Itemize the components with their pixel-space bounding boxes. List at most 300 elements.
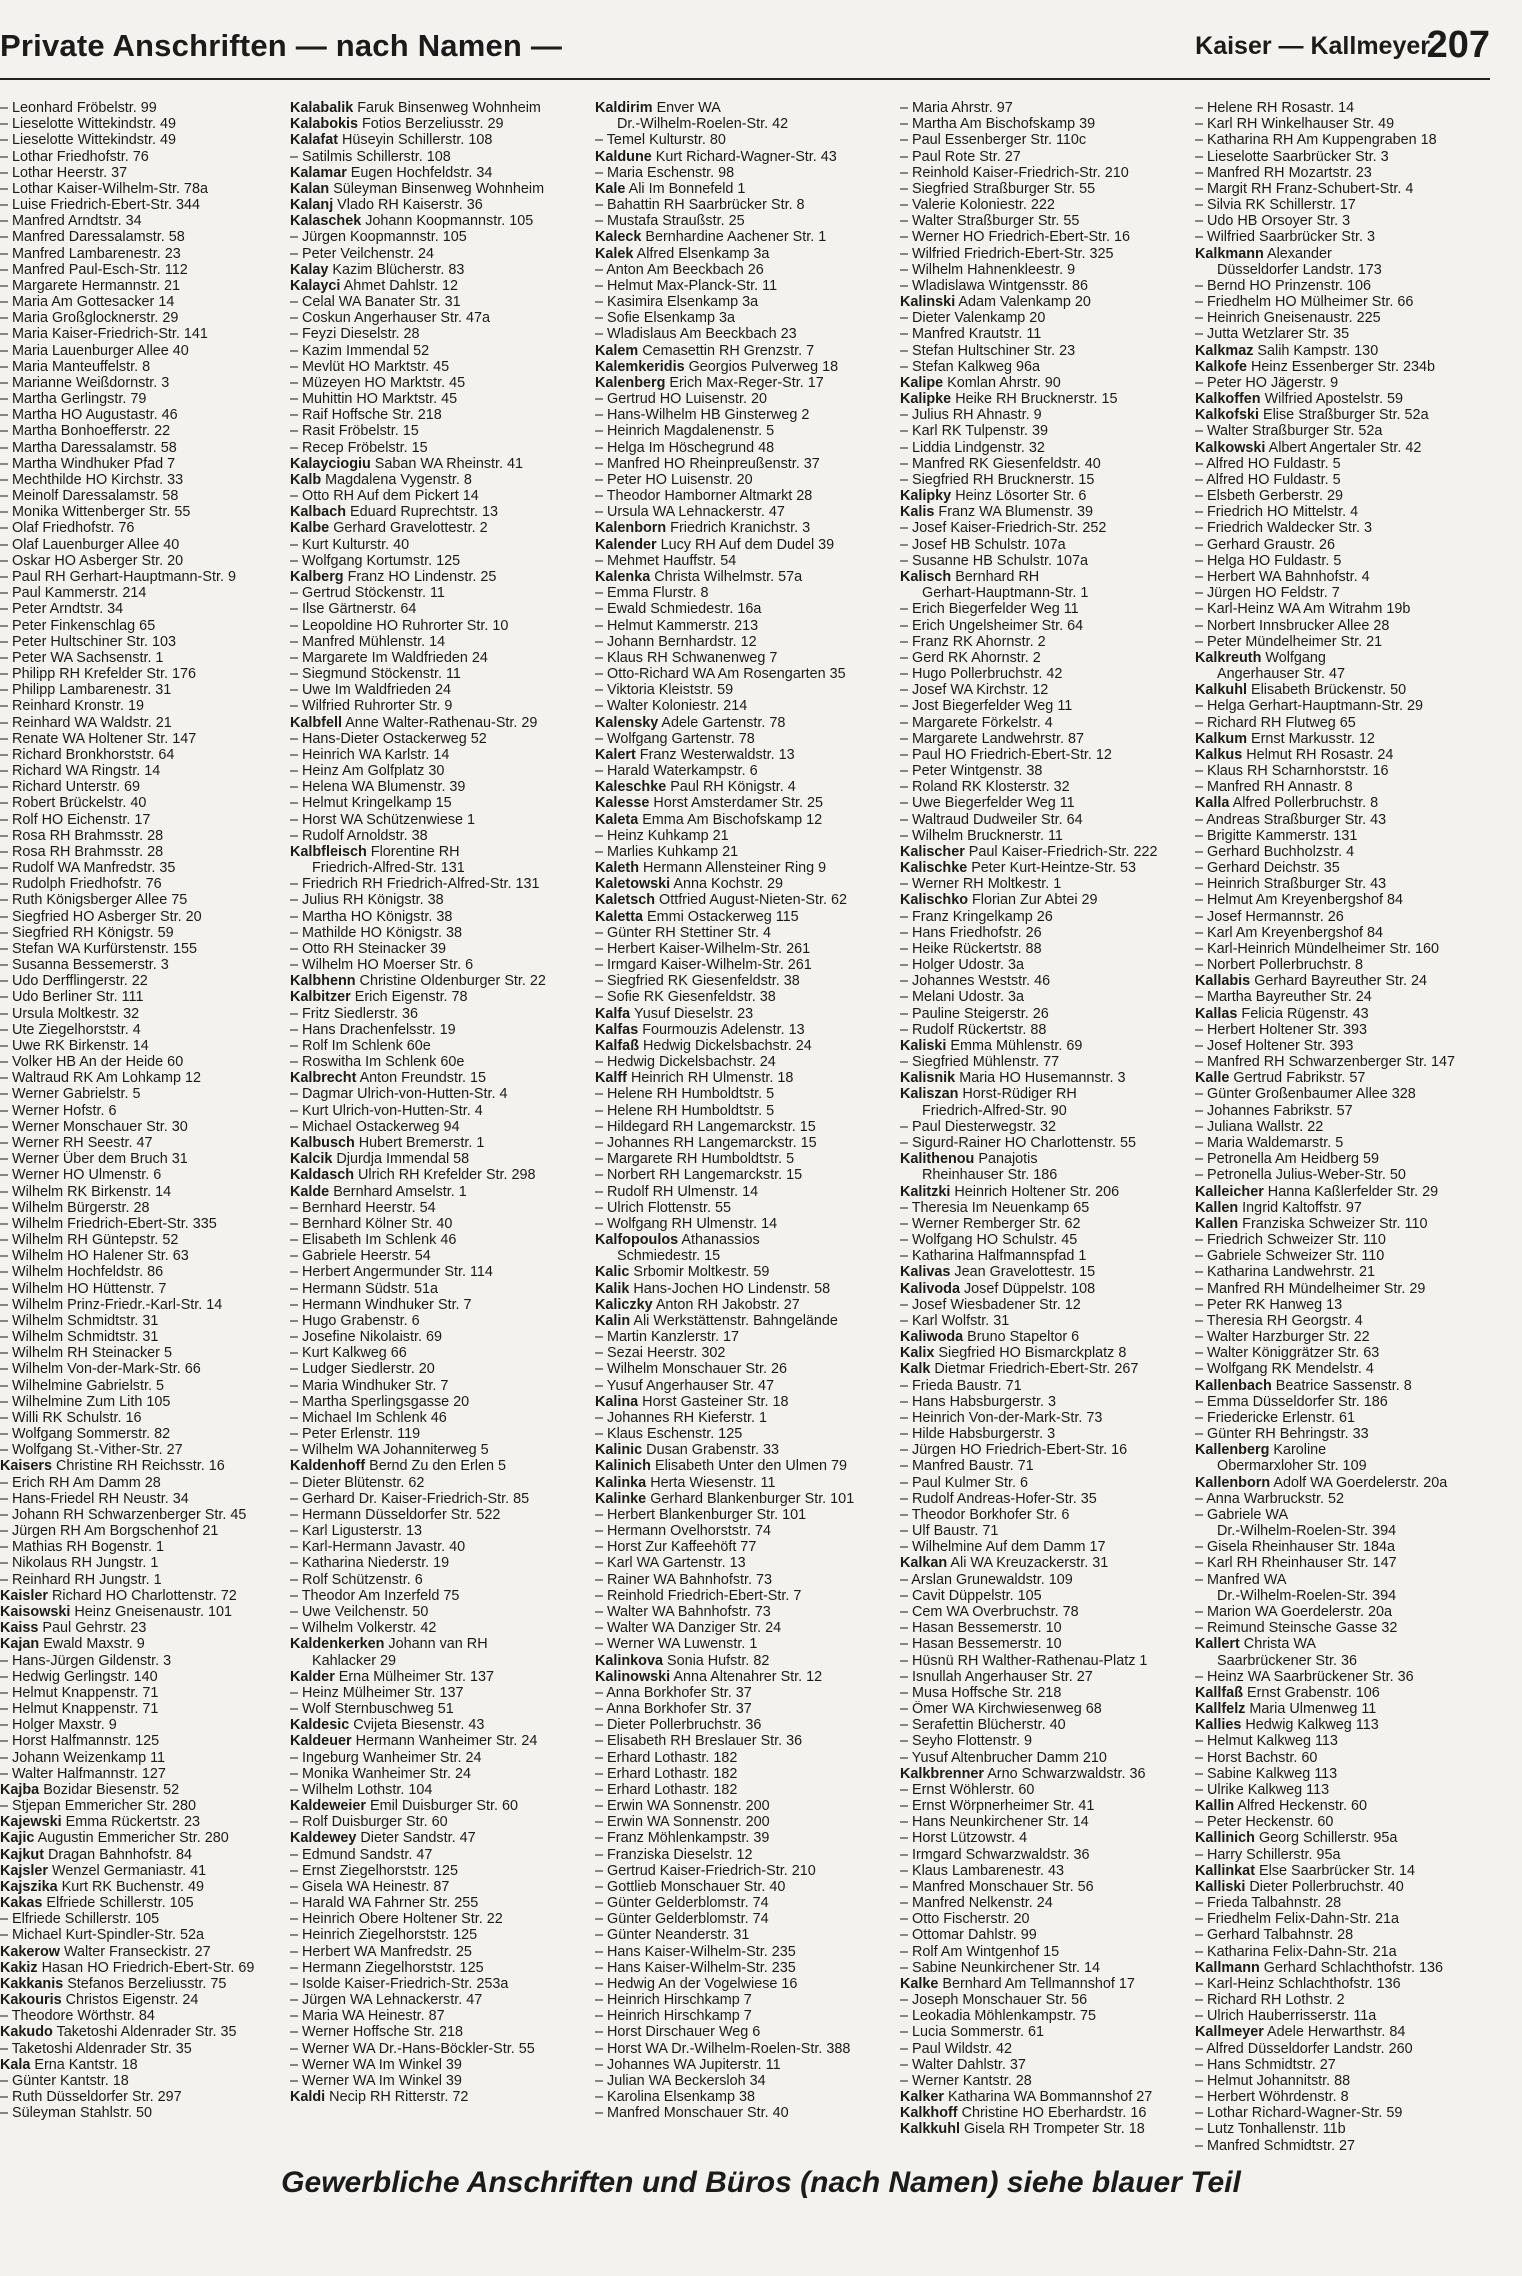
directory-entry: Kaletowski Anna Kochstr. 29 <box>595 876 783 893</box>
directory-entry: – Siegfried HO Asberger Str. 20 <box>0 908 202 925</box>
directory-entry: – Werner WA Im Winkel 39 <box>290 2072 462 2089</box>
directory-entry: – Hedwig Dickelsbachstr. 24 <box>595 1054 776 1071</box>
page-header <box>0 24 1490 80</box>
surname: Kaliwoda <box>900 1329 964 1346</box>
directory-entry: – Helena WA Blumenstr. 39 <box>290 779 466 796</box>
directory-entry: – Walter Straßburger Str. 55 <box>900 213 1080 230</box>
directory-entry: – Otto RH Auf dem Pickert 14 <box>290 488 479 505</box>
directory-entry: – Musa Hoffsche Str. 218 <box>900 1684 1062 1701</box>
directory-entry: – Ursula WA Lehnackerstr. 47 <box>595 504 785 521</box>
directory-entry: – Peter Heckenstr. 60 <box>1195 1814 1334 1831</box>
directory-entry: – Herbert Holtener Str. 393 <box>1195 1021 1367 1038</box>
directory-entry: – Udo Berliner Str. 111 <box>0 989 144 1006</box>
directory-entry: – Lieselotte Saarbrücker Str. 3 <box>1195 148 1389 165</box>
directory-entry: – Harald Waterkampstr. 6 <box>595 763 758 780</box>
directory-entry: – Erich Biegerfelder Weg 11 <box>900 601 1079 618</box>
surname: Kala <box>0 2056 31 2073</box>
directory-entry: Kalayciogiu Saban WA Rheinstr. 41 <box>290 455 524 472</box>
directory-entry: – Helga HO Fuldastr. 5 <box>1195 552 1342 569</box>
directory-entry: – Josef Wiesbadener Str. 12 <box>900 1296 1081 1313</box>
directory-entry: Kalbitzer Erich Eigenstr. 78 <box>290 989 468 1006</box>
directory-entry: Kalberg Franz HO Lindenstr. 25 <box>290 568 497 585</box>
directory-entry: – Friedericke Erlenstr. 61 <box>1195 1409 1355 1426</box>
surname: Kaldeuer <box>290 1733 352 1750</box>
directory-entry: – Peter Erlenstr. 119 <box>290 1426 421 1443</box>
directory-entry: – Manfred Monschauer Str. 56 <box>900 1878 1094 1895</box>
directory-entry: – Walter Dahlstr. 37 <box>900 2056 1026 2073</box>
directory-entry: Kalkbrenner Arno Schwarzwaldstr. 36 <box>900 1765 1146 1782</box>
directory-entry: – Martha Bayreuther Str. 24 <box>1195 989 1372 1006</box>
directory-entry: – Manfred Baustr. 71 <box>900 1458 1034 1475</box>
directory-entry: – Hermann Ovelhorststr. 74 <box>595 1523 771 1540</box>
directory-entry: – Margarete Förkelstr. 4 <box>900 714 1053 731</box>
surname: Kallenbach <box>1195 1377 1272 1394</box>
directory-entry: – Walter Halfmannstr. 127 <box>0 1765 166 1782</box>
directory-entry: – Reinhold Friedrich-Ebert-Str. 7 <box>595 1587 802 1604</box>
name-range: Kaiser — Kallmeyer <box>1195 32 1430 60</box>
directory-entry: Kalay Kazim Blücherstr. 83 <box>290 261 465 278</box>
directory-entry: – Bernhard Heerstr. 54 <box>290 1199 436 1216</box>
directory-entry: Kalenborn Friedrich Kranichstr. 3 <box>595 520 811 537</box>
directory-entry: – Wilhelm Hahnenkleestr. 9 <box>900 261 1076 278</box>
directory-entry: – Temel Kulturstr. 80 <box>595 132 726 149</box>
directory-entry: – Ernst Wörpnerheimer Str. 41 <box>900 1798 1095 1815</box>
directory-entry: – Martha HO Königstr. 38 <box>290 908 453 925</box>
directory-entry: Kalkofe Heinz Essenberger Str. 234b <box>1195 358 1435 375</box>
directory-entry: Angerhauser Str. 47 <box>1217 666 1345 683</box>
surname: Kalinic <box>595 1442 643 1459</box>
directory-entry: – Werner Über dem Bruch 31 <box>0 1151 188 1168</box>
directory-entry: Kalkum Ernst Markusstr. 12 <box>1195 730 1375 747</box>
surname: Kalensky <box>595 714 659 731</box>
directory-entry: – Ernst Wöhlerstr. 60 <box>900 1781 1035 1798</box>
directory-entry: Kalenka Christa Wilhelmstr. 57a <box>595 568 803 585</box>
directory-entry: – Waltraud RK Am Lohkamp 12 <box>0 1070 202 1087</box>
surname: Kalbfell <box>290 714 342 731</box>
directory-entry: – Peter Veilchenstr. 24 <box>290 245 434 262</box>
surname: Kalliski <box>1195 1878 1246 1895</box>
directory-entry: – Celal WA Banater Str. 31 <box>290 294 461 311</box>
directory-entry: – Peter HO Jägerstr. 9 <box>1195 374 1339 391</box>
surname: Kalfaß <box>595 1037 639 1054</box>
directory-entry: – Erhard Lothastr. 182 <box>595 1749 738 1766</box>
surname: Kallabis <box>1195 973 1251 990</box>
directory-entry: Kalisch Bernhard RH <box>900 568 1040 585</box>
directory-entry: – Lothar Kaiser-Wilhelm-Str. 78a <box>0 180 208 197</box>
directory-entry: Kalender Lucy RH Auf dem Dudel 39 <box>595 536 835 553</box>
directory-entry: Kaisowski Heinz Gneisenaustr. 101 <box>0 1603 232 1620</box>
directory-entry: – Wolfgang Gartenstr. 78 <box>595 730 755 747</box>
directory-entry: – Theodore Wörthstr. 84 <box>0 2008 155 2025</box>
directory-entry: – Franziska Dieselstr. 12 <box>595 1846 753 1863</box>
directory-entry: – Theresia RH Georgstr. 4 <box>1195 1312 1363 1329</box>
directory-entry: – Franz RK Ahornstr. 2 <box>900 633 1046 650</box>
directory-entry: – Juliana Wallstr. 22 <box>1195 1118 1324 1135</box>
directory-entry: Schmiedestr. 15 <box>617 1248 721 1265</box>
directory-entry: – Wolfgang HO Schulstr. 45 <box>900 1232 1078 1249</box>
directory-entry: – Leopoldine HO Ruhrorter Str. 10 <box>290 617 509 634</box>
surname: Kalbrecht <box>290 1070 357 1087</box>
surname: Kalivas <box>900 1264 951 1281</box>
directory-entry: Kalinka Herta Wiesenstr. 11 <box>595 1474 776 1491</box>
directory-entry: Kaisler Richard HO Charlottenstr. 72 <box>0 1587 237 1604</box>
surname: Kalinski <box>900 294 956 311</box>
directory-entry: – Martha Sperlingsgasse 20 <box>290 1393 470 1410</box>
surname: Kallenborn <box>1195 1474 1271 1491</box>
surname: Kallfelz <box>1195 1701 1246 1718</box>
directory-entry: – Ulf Baustr. 71 <box>900 1523 999 1540</box>
surname: Kallas <box>1195 1005 1238 1022</box>
surname: Kalipke <box>900 391 952 408</box>
directory-entry: – Werner Remberger Str. 62 <box>900 1215 1081 1232</box>
directory-entry: – Stjepan Emmericher Str. 280 <box>0 1798 196 1815</box>
directory-entry: – Günter Kantstr. 18 <box>0 2072 129 2089</box>
directory-entry: Kalfopoulos Athanassios <box>595 1232 760 1249</box>
surname: Kalithenou <box>900 1151 975 1168</box>
directory-entry: Kalafat Hüseyin Schillerstr. 108 <box>290 132 493 149</box>
surname: Kalkreuth <box>1195 649 1262 666</box>
directory-entry: – Peter RK Hanweg 13 <box>1195 1296 1343 1313</box>
surname: Kalis <box>900 504 935 521</box>
directory-entry: Kalivoda Josef Düppelstr. 108 <box>900 1280 1096 1297</box>
directory-entry: – Katharina RH Am Kuppengraben 18 <box>1195 132 1437 149</box>
directory-entry: – Werner WA Luwenstr. 1 <box>595 1636 758 1653</box>
directory-entry: Dr.-Wilhelm-Roelen-Str. 42 <box>617 116 789 133</box>
directory-entry: – Maria Ahrstr. 97 <box>900 100 1013 116</box>
directory-entry: – Michael Kurt-Spindler-Str. 52a <box>0 1927 204 1944</box>
directory-entry: – Hans Schmidtstr. 27 <box>1195 2056 1336 2073</box>
surname: Kajewski <box>0 1814 62 1831</box>
surname: Kalan <box>290 180 330 197</box>
directory-entry: Kaletta Emmi Ostackerweg 115 <box>595 908 799 925</box>
directory-entry: – Werner RH Moltkestr. 1 <box>900 876 1062 893</box>
directory-entry: Dr.-Wilhelm-Roelen-Str. 394 <box>1217 1523 1397 1540</box>
directory-entry: Kalff Heinrich RH Ulmenstr. 18 <box>595 1070 794 1087</box>
surname: Kalic <box>595 1264 630 1281</box>
directory-entry: Kaleta Emma Am Bischofskamp 12 <box>595 811 823 828</box>
directory-entry: – Muhittin HO Marktstr. 45 <box>290 391 458 408</box>
surname: Kallinich <box>1195 1830 1255 1847</box>
directory-entry: Kalkuhl Elisabeth Brückenstr. 50 <box>1195 682 1407 699</box>
directory-entry: – Müzeyen HO Marktstr. 45 <box>290 374 466 391</box>
directory-entry: – Günter RH Stettiner Str. 4 <box>595 924 771 941</box>
directory-entry: – Manfred Lambarenestr. 23 <box>0 245 181 262</box>
directory-entry: – Susanne HB Schulstr. 107a <box>900 552 1088 569</box>
directory-entry: – Alfred Düsseldorfer Landstr. 260 <box>1195 2040 1413 2057</box>
surname: Kalemkeridis <box>595 358 685 375</box>
directory-entry: – Hans-Dieter Ostackerweg 52 <box>290 730 487 747</box>
directory-entry: – Richard Bronkhorststr. 64 <box>0 746 175 763</box>
directory-entry: Kalert Franz Westerwaldstr. 13 <box>595 746 795 763</box>
directory-entry: – Helga Im Höschegrund 48 <box>595 439 775 456</box>
directory-entry: – Jürgen HO Friedrich-Ebert-Str. 16 <box>900 1442 1128 1459</box>
directory-entry: Kallen Ingrid Kaltoffstr. 97 <box>1195 1199 1362 1216</box>
directory-entry: – Hasan Bessemerstr. 10 <box>900 1636 1062 1653</box>
directory-entry: – Siegmund Stöckenstr. 11 <box>290 666 461 683</box>
directory-entry: – Jürgen Koopmannstr. 105 <box>290 229 467 246</box>
directory-entry: – Wilhelm HO Moerser Str. 6 <box>290 957 474 974</box>
directory-entry: – Karl-Heinz Schlachthofstr. 136 <box>1195 1975 1401 1992</box>
directory-entry: – Paul HO Friedrich-Ebert-Str. 12 <box>900 746 1112 763</box>
surname: Kalenborn <box>595 520 667 537</box>
surname: Kakudo <box>0 2024 53 2041</box>
directory-entry: – Wolf Sternbuschweg 51 <box>290 1701 454 1718</box>
directory-entry: – Friedrich Waldecker Str. 3 <box>1195 520 1373 537</box>
surname: Kalischke <box>900 860 968 877</box>
directory-entry: – Hans-Wilhelm HB Ginsterweg 2 <box>595 407 810 424</box>
directory-entry: Kalbusch Hubert Bremerstr. 1 <box>290 1135 485 1151</box>
surname: Kaliczky <box>595 1296 653 1313</box>
surname: Kalinich <box>595 1458 651 1475</box>
directory-entry: Kalinke Gerhard Blankenburger Str. 101 <box>595 1490 855 1507</box>
directory-entry: – Sabine Neunkirchener Str. 14 <box>900 1959 1100 1976</box>
directory-entry: – Hermann Ziegelhorststr. 125 <box>290 1959 484 1976</box>
directory-entry: Kallas Felicia Rügenstr. 43 <box>1195 1005 1369 1022</box>
directory-entry: – Jürgen RH Am Borgschenhof 21 <box>0 1523 219 1540</box>
directory-entry: – Friedrich Schweizer Str. 110 <box>1195 1232 1386 1249</box>
surname: Kalert <box>595 746 636 763</box>
directory-entry: – Olaf Friedhofstr. 76 <box>0 520 135 537</box>
directory-entry: Kale Ali Im Bonnefeld 1 <box>595 180 746 197</box>
surname: Kakouris <box>0 1992 62 2009</box>
directory-entry: – Wilhelm Von-der-Mark-Str. 66 <box>0 1361 201 1378</box>
directory-entry: – Josef HB Schulstr. 107a <box>900 536 1066 553</box>
directory-entry: – Dieter Valenkamp 20 <box>900 310 1046 327</box>
directory-entry: – Horst Bachstr. 60 <box>1195 1749 1318 1766</box>
directory-entry: – Walter Straßburger Str. 52a <box>1195 423 1383 440</box>
surname: Kalkuhl <box>1195 682 1247 699</box>
directory-entry: – Günter Gelderblomstr. 74 <box>595 1911 769 1928</box>
directory-entry: – Rolf Im Schlenk 60e <box>290 1037 431 1054</box>
directory-entry: Kalkan Ali WA Kreuzackerstr. 31 <box>900 1555 1109 1572</box>
directory-entry: Kallin Alfred Heckenstr. 60 <box>1195 1798 1367 1815</box>
directory-entry: – Klaus RH Schwanenweg 7 <box>595 649 778 666</box>
surname: Kalbach <box>290 504 346 521</box>
directory-entry: – Ulrich Hauberrisserstr. 11a <box>1195 2008 1377 2025</box>
surname: Kaisers <box>0 1458 53 1475</box>
directory-entry: – Elisabeth RH Breslauer Str. 36 <box>595 1733 803 1750</box>
directory-entry: – Wilhelm Brucknerstr. 11 <box>900 827 1063 844</box>
directory-entry: – Feyzi Dieselstr. 28 <box>290 326 420 343</box>
directory-entry: – Maria WA Heinestr. 87 <box>290 2008 445 2025</box>
directory-entry: – Josef Kaiser-Friedrich-Str. 252 <box>900 520 1107 537</box>
directory-entry: – Rudolf Rückertstr. 88 <box>900 1021 1047 1038</box>
directory-entry: – Rudolf Arnoldstr. 38 <box>290 827 428 844</box>
directory-entry: – Michael Im Schlenk 46 <box>290 1409 447 1426</box>
directory-entry: – Paul RH Gerhart-Hauptmann-Str. 9 <box>0 568 236 585</box>
directory-entry: Kalliski Dieter Pollerbruchstr. 40 <box>1195 1878 1404 1895</box>
directory-entry: – Wilhelm HO Hüttenstr. 7 <box>0 1280 167 1297</box>
directory-entry: – Wilfried Friedrich-Ebert-Str. 325 <box>900 245 1114 262</box>
footer-note: Gewerbliche Anschriften und Büros (nach Namen) siehe blauer Teil <box>281 2166 1241 2199</box>
directory-entry: – Joseph Monschauer Str. 56 <box>900 1992 1088 2009</box>
directory-entry: – Ulrike Kalkweg 113 <box>1195 1781 1330 1798</box>
directory-entry: – Heinrich Gneisenaustr. 225 <box>1195 310 1381 327</box>
directory-entry: – Yusuf Altenbrucher Damm 210 <box>900 1749 1107 1766</box>
surname: Kaldune <box>595 148 652 165</box>
directory-entry: – Erhard Lothastr. 182 <box>595 1781 738 1798</box>
directory-entry: – Katharina Niederstr. 19 <box>290 1555 450 1572</box>
surname: Kaldewey <box>290 1830 357 1847</box>
directory-entry: Kalipky Heinz Lösorter Str. 6 <box>900 488 1087 505</box>
directory-entry: – Oskar HO Asberger Str. 20 <box>0 552 184 569</box>
directory-entry: – Gerhard Graustr. 26 <box>1195 536 1335 553</box>
directory-entry: – Helene RH Humboldtstr. 5 <box>595 1086 775 1103</box>
directory-entry: – Heinrich Magdalenenstr. 5 <box>595 423 775 440</box>
directory-entry: Kaleck Bernhardine Aachener Str. 1 <box>595 229 827 246</box>
surname: Kalin <box>595 1312 631 1329</box>
directory-entry: Kalker Katharina WA Bommannshof 27 <box>900 2089 1153 2106</box>
directory-entry: Kalinic Dusan Grabenstr. 33 <box>595 1442 779 1459</box>
directory-entry: – Hans Neunkirchener Str. 14 <box>900 1814 1089 1831</box>
directory-entry: Kalbe Gerhard Gravelottestr. 2 <box>290 520 488 537</box>
directory-entry: Kakerow Walter Franseckistr. 27 <box>0 1943 211 1960</box>
directory-entry: – Bernd HO Prinzenstr. 106 <box>1195 277 1371 294</box>
directory-entry: – Rolf HO Eichenstr. 17 <box>0 811 151 828</box>
surname: Kaliski <box>900 1037 947 1054</box>
directory-entry: Kalina Horst Gasteiner Str. 18 <box>595 1393 789 1410</box>
directory-entry: – Olaf Lauenburger Allee 40 <box>0 536 180 553</box>
directory-entry: – Wilhelm RH Güntерstr. 52 <box>0 1232 179 1249</box>
directory-column <box>1195 100 1485 2152</box>
directory-entry: – Viktoria Kleiststr. 59 <box>595 682 734 699</box>
directory-entry: – Heinrich WA Karlstr. 14 <box>290 746 450 763</box>
directory-entry: – Anna Warbruckstr. 52 <box>1195 1490 1345 1507</box>
directory-entry: Kallinich Georg Schillerstr. 95a <box>1195 1830 1398 1847</box>
directory-entry: Kaldeuer Hermann Wanheimer Str. 24 <box>290 1733 538 1750</box>
directory-entry: Kaiss Paul Gehrstr. 23 <box>0 1620 147 1637</box>
surname: Kakiz <box>0 1959 38 1976</box>
directory-entry: – Friedrich HO Mittelstr. 4 <box>1195 504 1359 521</box>
directory-entry: – Karl Wolfstr. 31 <box>900 1312 1010 1329</box>
directory-entry: Kalensky Adele Gartenstr. 78 <box>595 714 786 731</box>
directory-entry: – Werner Gabrielstr. 5 <box>0 1086 141 1103</box>
directory-entry: – Marianne Weißdornstr. 3 <box>0 374 170 391</box>
directory-entry: – Helmut Am Kreyenbergshof 84 <box>1195 892 1403 909</box>
directory-entry: – Heinz Am Golfplatz 30 <box>290 763 445 780</box>
directory-entry: – Margit RH Franz-Schubert-Str. 4 <box>1195 180 1414 197</box>
directory-entry: – Karl RH Rheinhauser Str. 147 <box>1195 1555 1397 1572</box>
directory-entry: Friedrich-Alfred-Str. 131 <box>312 860 465 877</box>
directory-entry: – Julius RH Königstr. 38 <box>290 892 444 909</box>
directory-entry: – Liddia Lindgenstr. 32 <box>900 439 1045 456</box>
surname: Kalle <box>1195 1070 1230 1087</box>
directory-entry: Kajan Ewald Maxstr. 9 <box>0 1636 145 1653</box>
directory-entry: – Nikolaus RH Jungstr. 1 <box>0 1555 159 1572</box>
surname: Kalk <box>900 1361 931 1378</box>
directory-entry: Kalinkova Sonia Hufstr. 82 <box>595 1652 770 1669</box>
directory-entry: – Gabriele Heerstr. 54 <box>290 1248 431 1265</box>
directory-entry: – Martha Am Bischofskamp 39 <box>900 116 1096 133</box>
directory-entry: – Karl Ligusterstr. 13 <box>290 1523 422 1540</box>
directory-entry: – Peter Hultschiner Str. 103 <box>0 633 176 650</box>
directory-entry: – Rosa RH Brahmsstr. 28 <box>0 843 164 860</box>
directory-entry: – Robert Brückelstr. 40 <box>0 795 147 812</box>
directory-entry: Kalamar Eugen Hochfeldstr. 34 <box>290 164 493 181</box>
directory-entry: Kallfaß Ernst Grabenstr. 106 <box>1195 1684 1380 1701</box>
directory-entry: – Wilhelm RH Steinacker 5 <box>0 1345 172 1362</box>
directory-entry: – Martha Bonhoefferstr. 22 <box>0 423 171 440</box>
directory-entry: – Rudolf Andreas-Hofer-Str. 35 <box>900 1490 1097 1507</box>
directory-entry: – Wilfried Saarbrücker Str. 3 <box>1195 229 1375 246</box>
directory-entry: – Werner WA Im Winkel 39 <box>290 2056 462 2073</box>
directory-entry: – Heinz Mülheimer Str. 137 <box>290 1684 464 1701</box>
directory-entry: – Bernhard Kölner Str. 40 <box>290 1215 453 1232</box>
directory-entry: – Coskun Angerhauser Str. 47a <box>290 310 490 327</box>
surname: Kalkum <box>1195 730 1247 747</box>
directory-entry: – Hilde Habsburgerstr. 3 <box>900 1426 1056 1443</box>
directory-entry: – Helmut Kalkweg 113 <box>1195 1733 1338 1750</box>
directory-entry: – Wilhelmine Auf dem Damm 17 <box>900 1539 1106 1556</box>
directory-entry: – Karl-Heinrich Mündelheimer Str. 160 <box>1195 940 1439 957</box>
directory-entry: – Wilhelm Schmidtstr. 31 <box>0 1312 159 1329</box>
directory-entry: – Marlies Kuhkamp 21 <box>595 843 739 860</box>
surname: Kalfas <box>595 1021 639 1038</box>
directory-entry: – Helmut Max-Planck-Str. 11 <box>595 277 778 294</box>
directory-entry: – Walter Königgrätzer Str. 63 <box>1195 1345 1380 1362</box>
directory-entry: Kalem Cemasettin RH Grenzstr. 7 <box>595 342 815 359</box>
directory-entry: – Karl RH Winkelhauser Str. 49 <box>1195 116 1395 133</box>
directory-entry: – Anna Borkhofer Str. 37 <box>595 1701 752 1718</box>
directory-entry: – Otto Fischerstr. 20 <box>900 1911 1030 1928</box>
directory-entry: – Alfred HO Fuldastr. 5 <box>1195 455 1341 472</box>
directory-entry: Kalk Dietmar Friedrich-Ebert-Str. 267 <box>900 1361 1139 1378</box>
directory-entry: – Uwe Veilchenstr. 50 <box>290 1603 429 1620</box>
directory-entry: – Hans Friedhofstr. 26 <box>900 924 1042 941</box>
directory-entry: – Siegfried RH Königstr. 59 <box>0 924 174 941</box>
directory-entry: – Kazim Immendal 52 <box>290 342 430 359</box>
directory-entry: – Theodor Am Inzerfeld 75 <box>290 1587 460 1604</box>
directory-entry: – Margarete RH Humboldtstr. 5 <box>595 1151 795 1168</box>
directory-entry: Kaldi Necip RH Ritterstr. 72 <box>290 2089 469 2106</box>
directory-entry: – Wilhelm Monschauer Str. 26 <box>595 1361 787 1378</box>
directory-entry: – Reinhard Kronstr. 19 <box>0 698 144 715</box>
surname: Kalinke <box>595 1490 647 1507</box>
directory-entry: – Satilmis Schillerstr. 108 <box>290 148 451 165</box>
surname: Kalay <box>290 261 329 278</box>
directory-entry: – Wilhelm Prinz-Friedr.-Karl-Str. 14 <box>0 1296 223 1313</box>
directory-entry: – Josef Holtener Str. 393 <box>1195 1037 1354 1054</box>
directory-entry: – Wladislaus Am Beeckbach 23 <box>595 326 797 343</box>
directory-entry: – Renate WA Holtener Str. 147 <box>0 730 197 747</box>
directory-entry: – Peter Wintgenstr. 38 <box>900 763 1043 780</box>
directory-entry: Kalde Bernhard Amselstr. 1 <box>290 1183 467 1200</box>
surname: Kalder <box>290 1668 335 1685</box>
directory-entry: Kajewski Emma Rückertstr. 23 <box>0 1814 200 1831</box>
directory-entry: – Anna Borkhofer Str. 37 <box>595 1684 752 1701</box>
directory-entry: – Petronella Am Heidberg 59 <box>1195 1151 1379 1168</box>
directory-entry: – Rudolph Friedhofstr. 76 <box>0 876 162 893</box>
directory-entry: – Günter Neanderstr. 31 <box>595 1927 750 1944</box>
directory-entry: Kalic Srbomir Moltkestr. 59 <box>595 1264 770 1281</box>
surname: Kalde <box>290 1183 330 1200</box>
directory-entry: Kallinkat Else Saarbrücker Str. 14 <box>1195 1862 1415 1879</box>
directory-entry: – Manfred Krautstr. 11 <box>900 326 1042 343</box>
directory-entry: Kalleicher Hanna Kaßlerfelder Str. 29 <box>1195 1183 1439 1200</box>
directory-entry: – Arslan Grunewaldstr. 109 <box>900 1571 1073 1588</box>
directory-entry: – Taketoshi Aldenrader Str. 35 <box>0 2040 192 2057</box>
surname: Kallmann <box>1195 1959 1260 1976</box>
surname: Kalkowski <box>1195 439 1266 456</box>
directory-entry: – Gerhard Deichstr. 35 <box>1195 860 1340 877</box>
directory-entry: – Heinrich Hirschkamp 7 <box>595 1992 752 2009</box>
directory-entry: – Mustafa Straußstr. 25 <box>595 213 745 230</box>
directory-entry: – Richard Unterstr. 69 <box>0 779 140 796</box>
directory-entry: – Friedhelm Felix-Dahn-Str. 21a <box>1195 1911 1399 1928</box>
directory-entry: Kalik Hans-Jochen HO Lindenstr. 58 <box>595 1280 831 1297</box>
directory-entry: – Herbert Blankenburger Str. 101 <box>595 1506 807 1523</box>
directory-entry: – Peter Finkenschlag 65 <box>0 617 156 634</box>
